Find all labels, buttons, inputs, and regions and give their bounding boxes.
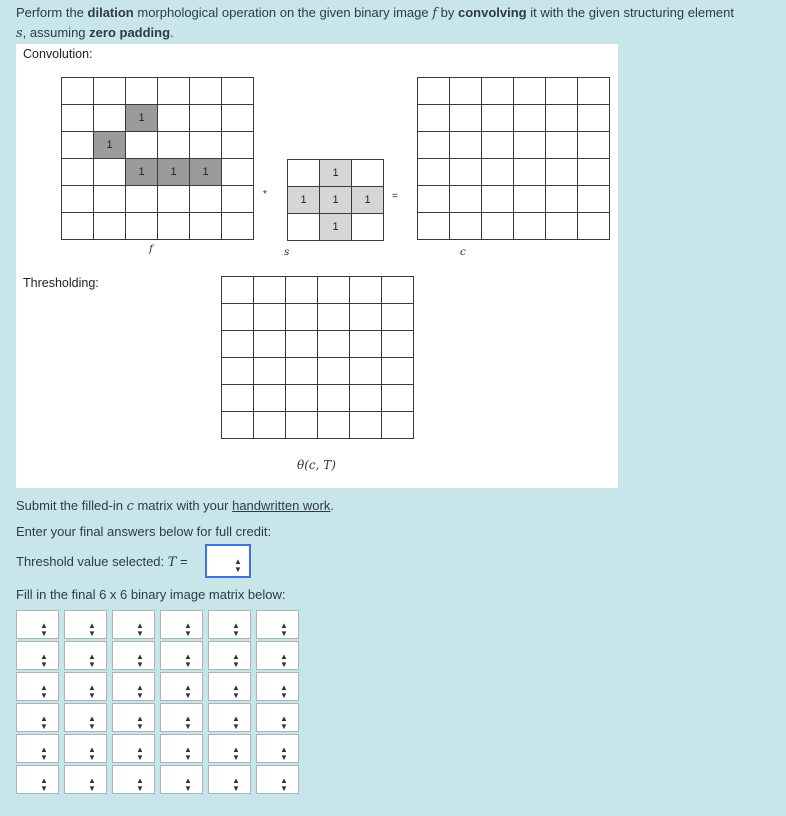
- c-grid-cell: [578, 213, 610, 240]
- c-grid-cell: [546, 186, 578, 213]
- f-grid-cell: [158, 186, 190, 213]
- fill-instruction: Fill in the final 6 x 6 binary image matrix below:: [16, 587, 286, 602]
- thresholding-label: Thresholding:: [23, 276, 99, 290]
- answer-select[interactable]: [208, 672, 251, 701]
- threshold-grid-cell: [318, 385, 350, 412]
- select-arrows-icon: ▲▼: [280, 683, 288, 700]
- s-grid-cell: [288, 160, 320, 187]
- f-grid-cell: 1: [94, 132, 126, 159]
- threshold-grid-cell: [382, 412, 414, 439]
- c-grid-cell: [482, 213, 514, 240]
- c-grid-cell: [450, 159, 482, 186]
- answer-select[interactable]: [64, 672, 107, 701]
- select-arrows-icon: ▲▼: [88, 745, 96, 762]
- threshold-grid-cell: [222, 412, 254, 439]
- threshold-grid-cell: [318, 304, 350, 331]
- answer-select[interactable]: [256, 734, 299, 763]
- c-grid-cell: [450, 186, 482, 213]
- threshold-grid-cell: [222, 277, 254, 304]
- threshold-grid-cell: [286, 358, 318, 385]
- answer-select[interactable]: [160, 672, 203, 701]
- c-grid-cell: [514, 213, 546, 240]
- answer-select[interactable]: [64, 734, 107, 763]
- c-grid-cell: [450, 105, 482, 132]
- answer-select[interactable]: [112, 641, 155, 670]
- c-grid-cell: [514, 132, 546, 159]
- f-caption: f: [149, 243, 153, 255]
- threshold-grid-cell: [286, 331, 318, 358]
- threshold-grid-cell: [350, 331, 382, 358]
- f-grid: [61, 77, 254, 240]
- answer-select[interactable]: [208, 765, 251, 794]
- answer-select[interactable]: [160, 703, 203, 732]
- threshold-grid-cell: [318, 358, 350, 385]
- submit-instruction: Submit the filled-in c matrix with your handwritten work.: [16, 498, 334, 514]
- f-grid-cell: [158, 213, 190, 240]
- threshold-label: Threshold value selected: T =: [16, 554, 188, 570]
- answer-select[interactable]: [256, 672, 299, 701]
- answer-select[interactable]: [160, 610, 203, 639]
- select-arrows-icon: ▲▼: [232, 745, 240, 762]
- select-arrows-icon: ▲▼: [40, 776, 48, 793]
- c-grid-cell: [482, 78, 514, 105]
- threshold-grid-cell: [222, 385, 254, 412]
- c-grid-cell: [482, 105, 514, 132]
- convolving-term: convolving: [458, 5, 527, 20]
- c-grid-cell: [578, 132, 610, 159]
- select-arrows-icon: ▲▼: [280, 714, 288, 731]
- answer-select[interactable]: [112, 703, 155, 732]
- c-grid-cell: [578, 186, 610, 213]
- answer-select[interactable]: [64, 765, 107, 794]
- f-grid-cell: [190, 186, 222, 213]
- threshold-grid-cell: [254, 277, 286, 304]
- threshold-grid-cell: [382, 304, 414, 331]
- c-grid-cell: [514, 105, 546, 132]
- f-grid-cell: [126, 78, 158, 105]
- s-grid-cell: 1: [320, 160, 352, 187]
- s-caption: s: [284, 246, 290, 258]
- c-grid-cell: [514, 186, 546, 213]
- enter-final-instruction: Enter your final answers below for full credit:: [16, 524, 272, 539]
- f-grid-cell: [94, 78, 126, 105]
- f-grid-cell: [190, 213, 222, 240]
- answer-select[interactable]: [160, 641, 203, 670]
- threshold-grid-cell: [318, 412, 350, 439]
- c-grid-cell: [450, 78, 482, 105]
- threshold-grid-cell: [286, 277, 318, 304]
- s-grid: [287, 159, 384, 241]
- problem-image: [16, 44, 618, 488]
- select-arrows-icon: ▲▼: [232, 776, 240, 793]
- select-arrows-icon: ▲▼: [40, 621, 48, 638]
- answer-select[interactable]: [208, 734, 251, 763]
- c-grid: [417, 77, 610, 240]
- f-grid-cell: [62, 186, 94, 213]
- answer-select[interactable]: [256, 641, 299, 670]
- select-arrows-icon: ▲▼: [40, 745, 48, 762]
- threshold-grid-cell: [254, 331, 286, 358]
- answer-select[interactable]: [16, 703, 59, 732]
- c-grid-cell: [546, 159, 578, 186]
- answer-select[interactable]: [64, 641, 107, 670]
- s-grid-cell: 1: [352, 187, 384, 214]
- select-arrows-icon: ▲▼: [184, 714, 192, 731]
- dilation-term: dilation: [87, 5, 134, 20]
- c-grid-cell: [450, 132, 482, 159]
- f-grid-cell: [126, 132, 158, 159]
- c-caption: c: [460, 246, 466, 258]
- zero-padding-term: zero padding: [89, 25, 171, 40]
- f-grid-cell: [62, 105, 94, 132]
- c-grid-cell: [418, 132, 450, 159]
- s-grid-cell: [352, 160, 384, 187]
- answer-select[interactable]: [208, 703, 251, 732]
- select-arrows-icon: ▲▼: [136, 745, 144, 762]
- f-grid-cell: 1: [158, 159, 190, 186]
- f-grid-cell: [62, 213, 94, 240]
- threshold-grid-cell: [286, 304, 318, 331]
- c-grid-cell: [418, 186, 450, 213]
- f-grid-cell: [94, 105, 126, 132]
- select-arrows-icon: ▲▼: [88, 714, 96, 731]
- s-grid-cell: [352, 214, 384, 241]
- handwritten-work-link[interactable]: handwritten work: [232, 498, 331, 513]
- threshold-grid-cell: [286, 385, 318, 412]
- threshold-grid-cell: [382, 277, 414, 304]
- threshold-grid-cell: [382, 331, 414, 358]
- select-arrows-icon: ▲▼: [88, 683, 96, 700]
- select-arrows-icon: ▲▼: [280, 621, 288, 638]
- f-grid-cell: [62, 132, 94, 159]
- c-grid-cell: [418, 78, 450, 105]
- threshold-grid-cell: [286, 412, 318, 439]
- answer-select[interactable]: [208, 641, 251, 670]
- select-arrows-icon: ▲▼: [280, 745, 288, 762]
- s-grid-cell: 1: [320, 214, 352, 241]
- select-arrows-icon: ▲▼: [280, 776, 288, 793]
- f-grid-cell: [158, 132, 190, 159]
- answer-select[interactable]: [16, 672, 59, 701]
- theta-caption: θ(c, T): [297, 458, 336, 472]
- f-grid-cell: [190, 105, 222, 132]
- threshold-grid-cell: [350, 412, 382, 439]
- f-grid-cell: [158, 78, 190, 105]
- answer-select[interactable]: [112, 672, 155, 701]
- f-grid-cell: [126, 186, 158, 213]
- select-arrows-icon: ▲▼: [40, 652, 48, 669]
- answer-select[interactable]: [112, 610, 155, 639]
- f-grid-cell: 1: [126, 105, 158, 132]
- f-grid-cell: [94, 213, 126, 240]
- answer-select[interactable]: [256, 610, 299, 639]
- select-arrows-icon: ▲▼: [136, 652, 144, 669]
- select-arrows-icon: ▲▼: [280, 652, 288, 669]
- select-arrows-icon: ▲▼: [136, 776, 144, 793]
- c-grid-cell: [546, 213, 578, 240]
- select-arrows-icon: ▲▼: [184, 621, 192, 638]
- f-grid-cell: [222, 78, 254, 105]
- answer-select[interactable]: [256, 765, 299, 794]
- answer-select[interactable]: [64, 610, 107, 639]
- threshold-select[interactable]: [205, 544, 251, 578]
- threshold-grid-cell: [350, 277, 382, 304]
- threshold-grid-cell: [350, 304, 382, 331]
- c-grid-cell: [546, 78, 578, 105]
- select-arrows-icon: ▲▼: [88, 652, 96, 669]
- answer-select[interactable]: [160, 765, 203, 794]
- c-grid-cell: [546, 132, 578, 159]
- c-grid-cell: [482, 132, 514, 159]
- question-text: Perform the dilation morphological operation on the given binary image f by convolving it with the given structuring element s, assuming zero padding.: [16, 5, 735, 41]
- f-grid-cell: [158, 105, 190, 132]
- select-arrows-icon: ▲▼: [184, 683, 192, 700]
- f-grid-cell: [190, 132, 222, 159]
- convolution-symbol: *: [263, 189, 267, 200]
- answer-select[interactable]: [160, 734, 203, 763]
- c-grid-cell: [482, 186, 514, 213]
- f-grid-cell: [94, 159, 126, 186]
- answer-select[interactable]: [16, 610, 59, 639]
- s-grid-cell: 1: [288, 187, 320, 214]
- answer-select[interactable]: [64, 703, 107, 732]
- threshold-grid-cell: [254, 412, 286, 439]
- c-grid-cell: [418, 213, 450, 240]
- threshold-grid-cell: [318, 331, 350, 358]
- threshold-grid-cell: [254, 385, 286, 412]
- f-grid-cell: [62, 159, 94, 186]
- select-arrows-icon: ▲▼: [184, 652, 192, 669]
- threshold-grid-cell: [382, 358, 414, 385]
- c-grid-cell: [546, 105, 578, 132]
- c-grid-cell: [482, 159, 514, 186]
- select-arrows-icon: ▲▼: [136, 714, 144, 731]
- select-arrows-icon: ▲▼: [136, 621, 144, 638]
- c-grid-cell: [514, 159, 546, 186]
- c-grid-cell: [418, 105, 450, 132]
- select-arrows-icon: ▲▼: [232, 652, 240, 669]
- f-grid-cell: [222, 159, 254, 186]
- threshold-grid: [221, 276, 414, 439]
- threshold-grid-cell: [350, 358, 382, 385]
- c-grid-cell: [514, 78, 546, 105]
- c-grid-cell: [450, 213, 482, 240]
- s-symbol: s: [16, 26, 23, 41]
- select-arrows-icon: ▲▼: [40, 714, 48, 731]
- f-grid-cell: [126, 213, 158, 240]
- f-grid-cell: [222, 186, 254, 213]
- threshold-grid-cell: [350, 385, 382, 412]
- select-arrows-icon: ▲▼: [40, 683, 48, 700]
- answer-select[interactable]: [256, 703, 299, 732]
- threshold-grid-cell: [222, 304, 254, 331]
- select-arrows-icon: ▲▼: [232, 714, 240, 731]
- select-arrows-icon: ▲▼: [232, 621, 240, 638]
- answer-select[interactable]: [208, 610, 251, 639]
- answer-select[interactable]: [112, 734, 155, 763]
- select-arrows-icon: ▲▼: [234, 557, 242, 574]
- c-grid-cell: [578, 78, 610, 105]
- answer-select[interactable]: [16, 765, 59, 794]
- f-grid-cell: [222, 132, 254, 159]
- f-grid-cell: 1: [190, 159, 222, 186]
- f-grid-cell: [222, 213, 254, 240]
- threshold-grid-cell: [222, 331, 254, 358]
- select-arrows-icon: ▲▼: [184, 776, 192, 793]
- select-arrows-icon: ▲▼: [88, 776, 96, 793]
- c-grid-cell: [418, 159, 450, 186]
- threshold-grid-cell: [254, 304, 286, 331]
- answer-select[interactable]: [112, 765, 155, 794]
- f-grid-cell: [190, 78, 222, 105]
- equals-symbol: =: [392, 191, 398, 202]
- f-grid-cell: [222, 105, 254, 132]
- convolution-label: Convolution:: [23, 47, 93, 61]
- answer-select[interactable]: [16, 734, 59, 763]
- f-grid-cell: 1: [126, 159, 158, 186]
- answer-select[interactable]: [16, 641, 59, 670]
- select-arrows-icon: ▲▼: [88, 621, 96, 638]
- s-grid-cell: [288, 214, 320, 241]
- threshold-grid-cell: [254, 358, 286, 385]
- f-grid-cell: [94, 186, 126, 213]
- c-grid-cell: [578, 105, 610, 132]
- c-grid-cell: [578, 159, 610, 186]
- f-grid-cell: [62, 78, 94, 105]
- f-symbol: f: [432, 6, 438, 21]
- select-arrows-icon: ▲▼: [136, 683, 144, 700]
- select-arrows-icon: ▲▼: [184, 745, 192, 762]
- select-arrows-icon: ▲▼: [232, 683, 240, 700]
- threshold-grid-cell: [318, 277, 350, 304]
- s-grid-cell: 1: [320, 187, 352, 214]
- threshold-grid-cell: [382, 385, 414, 412]
- threshold-grid-cell: [222, 358, 254, 385]
